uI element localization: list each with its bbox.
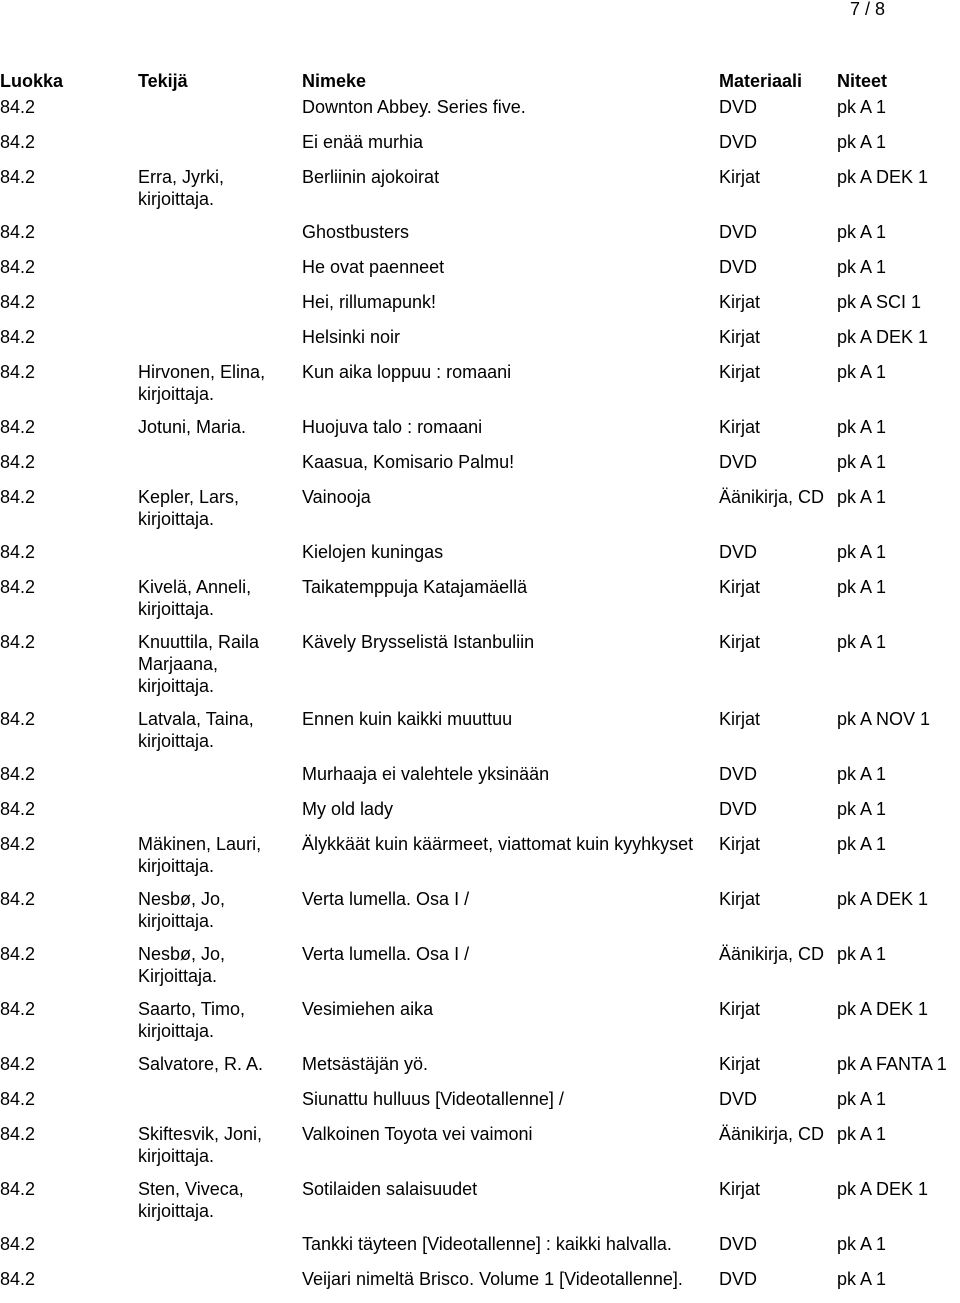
table-row bbox=[0, 451, 960, 486]
cell-luokka: 84.2 bbox=[0, 222, 36, 242]
table-row bbox=[0, 798, 960, 833]
cell-tekija: Skiftesvik, Joni, kirjoittaja. bbox=[138, 1124, 263, 1166]
cell-nimeke: Vesimiehen aika bbox=[302, 999, 434, 1019]
cell-nimeke: He ovat paenneet bbox=[302, 257, 445, 277]
cell-luokka: 84.2 bbox=[0, 132, 36, 152]
cell-tekija: Nesbø, Jo, kirjoittaja. bbox=[138, 889, 226, 931]
cell-tekija: Kivelä, Anneli, kirjoittaja. bbox=[138, 577, 252, 619]
cell-luokka: 84.2 bbox=[0, 632, 36, 652]
cell-luokka: 84.2 bbox=[0, 257, 36, 277]
cell-niteet: pk A 1 bbox=[837, 362, 887, 382]
cell-materiaali: Kirjat bbox=[719, 999, 761, 1019]
cell-materiaali: Kirjat bbox=[719, 1179, 761, 1199]
cell-luokka: 84.2 bbox=[0, 452, 36, 472]
cell-niteet: pk A SCI 1 bbox=[837, 292, 922, 312]
cell-nimeke: Murhaaja ei valehtele yksinään bbox=[302, 764, 550, 784]
cell-nimeke: Älykkäät kuin käärmeet, viattomat kuin kyyhkyset bbox=[302, 834, 694, 854]
cell-niteet: pk A 1 bbox=[837, 542, 887, 562]
cell-luokka: 84.2 bbox=[0, 764, 36, 784]
cell-luokka: 84.2 bbox=[0, 487, 36, 507]
table-row bbox=[0, 998, 960, 1053]
cell-luokka: 84.2 bbox=[0, 889, 36, 909]
cell-materiaali: DVD bbox=[719, 132, 758, 152]
cell-nimeke: Kaasua, Komisario Palmu! bbox=[302, 452, 515, 472]
cell-nimeke: Kun aika loppuu : romaani bbox=[302, 362, 512, 382]
cell-tekija: Nesbø, Jo, Kirjoittaja. bbox=[138, 944, 226, 986]
cell-materiaali: Kirjat bbox=[719, 577, 761, 597]
cell-nimeke: Ennen kuin kaikki muuttuu bbox=[302, 709, 513, 729]
cell-luokka: 84.2 bbox=[0, 1089, 36, 1109]
cell-nimeke: My old lady bbox=[302, 799, 394, 819]
table-row bbox=[0, 541, 960, 576]
cell-nimeke: Metsästäjän yö. bbox=[302, 1054, 429, 1074]
cell-tekija: Jotuni, Maria. bbox=[138, 417, 247, 437]
cell-nimeke: Verta lumella. Osa I / bbox=[302, 889, 470, 909]
cell-materiaali: Äänikirja, CD bbox=[719, 487, 825, 507]
cell-materiaali: Kirjat bbox=[719, 709, 761, 729]
cell-niteet: pk A 1 bbox=[837, 764, 887, 784]
cell-luokka: 84.2 bbox=[0, 834, 36, 854]
cell-luokka: 84.2 bbox=[0, 999, 36, 1019]
cell-tekija: Latvala, Taina, kirjoittaja. bbox=[138, 709, 254, 751]
table-row bbox=[0, 708, 960, 763]
header-materiaali: Materiaali bbox=[719, 71, 803, 91]
header-nimeke: Nimeke bbox=[302, 71, 367, 91]
table-row bbox=[0, 1123, 960, 1178]
table-row bbox=[0, 221, 960, 256]
cell-materiaali: DVD bbox=[719, 452, 758, 472]
cell-materiaali: Äänikirja, CD bbox=[719, 1124, 825, 1144]
cell-nimeke: Hei, rillumapunk! bbox=[302, 292, 437, 312]
cell-niteet: pk A 1 bbox=[837, 1234, 887, 1254]
table-row bbox=[0, 1233, 960, 1268]
table-row bbox=[0, 291, 960, 326]
cell-niteet: pk A 1 bbox=[837, 97, 887, 117]
cell-luokka: 84.2 bbox=[0, 1269, 36, 1289]
cell-nimeke: Valkoinen Toyota vei vaimoni bbox=[302, 1124, 533, 1144]
cell-nimeke: Verta lumella. Osa I / bbox=[302, 944, 470, 964]
cell-materiaali: Kirjat bbox=[719, 167, 761, 187]
cell-luokka: 84.2 bbox=[0, 577, 36, 597]
cell-luokka: 84.2 bbox=[0, 167, 36, 187]
cell-nimeke: Veijari nimeltä Brisco. Volume 1 [Videotallenne]. bbox=[302, 1269, 683, 1289]
cell-nimeke: Vainooja bbox=[302, 487, 371, 507]
cell-tekija: Mäkinen, Lauri, kirjoittaja. bbox=[138, 834, 262, 876]
cell-nimeke: Sotilaiden salaisuudet bbox=[302, 1179, 478, 1199]
cell-luokka: 84.2 bbox=[0, 1179, 36, 1199]
cell-nimeke: Helsinki noir bbox=[302, 327, 401, 347]
cell-tekija: Erra, Jyrki, kirjoittaja. bbox=[138, 167, 225, 209]
cell-luokka: 84.2 bbox=[0, 1234, 36, 1254]
table-header-row bbox=[0, 70, 960, 96]
table-row bbox=[0, 833, 960, 888]
cell-materiaali: Kirjat bbox=[719, 417, 761, 437]
cell-materiaali: Kirjat bbox=[719, 362, 761, 382]
header-tekija: Tekijä bbox=[138, 71, 188, 91]
table-row bbox=[0, 361, 960, 416]
cell-luokka: 84.2 bbox=[0, 292, 36, 312]
cell-materiaali: DVD bbox=[719, 764, 758, 784]
cell-materiaali: DVD bbox=[719, 97, 758, 117]
cell-luokka: 84.2 bbox=[0, 799, 36, 819]
table-row bbox=[0, 1268, 960, 1303]
cell-materiaali: Äänikirja, CD bbox=[719, 944, 825, 964]
cell-materiaali: Kirjat bbox=[719, 1054, 761, 1074]
cell-nimeke: Kävely Brysselistä Istanbuliin bbox=[302, 632, 535, 652]
cell-niteet: pk A 1 bbox=[837, 257, 887, 277]
cell-niteet: pk A 1 bbox=[837, 222, 887, 242]
table-row bbox=[0, 576, 960, 631]
cell-nimeke: Tankki täyteen [Videotallenne] : kaikki halvalla. bbox=[302, 1234, 672, 1254]
cell-niteet: pk A 1 bbox=[837, 799, 887, 819]
cell-niteet: pk A 1 bbox=[837, 834, 887, 854]
cell-materiaali: Kirjat bbox=[719, 889, 761, 909]
cell-luokka: 84.2 bbox=[0, 944, 36, 964]
cell-niteet: pk A 1 bbox=[837, 577, 887, 597]
cell-niteet: pk A DEK 1 bbox=[837, 167, 929, 187]
table-row bbox=[0, 416, 960, 451]
table-row bbox=[0, 96, 960, 131]
table-row bbox=[0, 1178, 960, 1233]
cell-tekija: Sten, Viveca, kirjoittaja. bbox=[138, 1179, 244, 1221]
catalog-table bbox=[0, 70, 960, 1303]
table-row bbox=[0, 1053, 960, 1088]
cell-materiaali: Kirjat bbox=[719, 327, 761, 347]
cell-materiaali: DVD bbox=[719, 1269, 758, 1289]
table-row bbox=[0, 131, 960, 166]
table-row bbox=[0, 256, 960, 291]
cell-niteet: pk A 1 bbox=[837, 632, 887, 652]
cell-materiaali: DVD bbox=[719, 799, 758, 819]
table-row bbox=[0, 943, 960, 998]
cell-materiaali: DVD bbox=[719, 1234, 758, 1254]
cell-materiaali: Kirjat bbox=[719, 632, 761, 652]
table-row bbox=[0, 763, 960, 798]
cell-nimeke: Ghostbusters bbox=[302, 222, 410, 242]
table-row bbox=[0, 1088, 960, 1123]
cell-materiaali: Kirjat bbox=[719, 292, 761, 312]
cell-materiaali: DVD bbox=[719, 222, 758, 242]
cell-materiaali: DVD bbox=[719, 542, 758, 562]
cell-materiaali: DVD bbox=[719, 257, 758, 277]
cell-luokka: 84.2 bbox=[0, 362, 36, 382]
cell-nimeke: Ei enää murhia bbox=[302, 132, 424, 152]
cell-luokka: 84.2 bbox=[0, 709, 36, 729]
cell-nimeke: Huojuva talo : romaani bbox=[302, 417, 483, 437]
cell-niteet: pk A 1 bbox=[837, 944, 887, 964]
cell-tekija: Hirvonen, Elina, kirjoittaja. bbox=[138, 362, 266, 404]
cell-nimeke: Berliinin ajokoirat bbox=[302, 167, 440, 187]
table-row bbox=[0, 631, 960, 708]
cell-niteet: pk A 1 bbox=[837, 417, 887, 437]
table-row bbox=[0, 166, 960, 221]
cell-luokka: 84.2 bbox=[0, 417, 36, 437]
cell-tekija: Kepler, Lars, kirjoittaja. bbox=[138, 487, 240, 529]
cell-niteet: pk A 1 bbox=[837, 1089, 887, 1109]
cell-tekija: Salvatore, R. A. bbox=[138, 1054, 264, 1074]
cell-niteet: pk A DEK 1 bbox=[837, 327, 929, 347]
cell-niteet: pk A DEK 1 bbox=[837, 1179, 929, 1199]
header-luokka: Luokka bbox=[0, 71, 64, 91]
cell-niteet: pk A 1 bbox=[837, 1124, 887, 1144]
cell-luokka: 84.2 bbox=[0, 1124, 36, 1144]
cell-niteet: pk A NOV 1 bbox=[837, 709, 931, 729]
cell-tekija: Saarto, Timo, kirjoittaja. bbox=[138, 999, 246, 1041]
cell-materiaali: Kirjat bbox=[719, 834, 761, 854]
cell-niteet: pk A DEK 1 bbox=[837, 999, 929, 1019]
cell-niteet: pk A 1 bbox=[837, 132, 887, 152]
cell-luokka: 84.2 bbox=[0, 542, 36, 562]
cell-nimeke: Kielojen kuningas bbox=[302, 542, 444, 562]
table-row bbox=[0, 326, 960, 361]
cell-niteet: pk A 1 bbox=[837, 1269, 887, 1289]
cell-nimeke: Taikatemppuja Katajamäellä bbox=[302, 577, 528, 597]
table-row bbox=[0, 486, 960, 541]
cell-luokka: 84.2 bbox=[0, 327, 36, 347]
cell-niteet: pk A DEK 1 bbox=[837, 889, 929, 909]
cell-tekija: Knuuttila, Raila Marjaana, kirjoittaja. bbox=[138, 632, 260, 696]
cell-luokka: 84.2 bbox=[0, 97, 36, 117]
cell-luokka: 84.2 bbox=[0, 1054, 36, 1074]
page-number: 7 / 8 bbox=[850, 0, 886, 19]
table-row bbox=[0, 888, 960, 943]
cell-niteet: pk A FANTA 1 bbox=[837, 1054, 947, 1074]
cell-nimeke: Siunattu hulluus [Videotallenne] / bbox=[302, 1089, 564, 1109]
cell-nimeke: Downton Abbey. Series five. bbox=[302, 97, 526, 117]
cell-niteet: pk A 1 bbox=[837, 452, 887, 472]
cell-niteet: pk A 1 bbox=[837, 487, 887, 507]
cell-materiaali: DVD bbox=[719, 1089, 758, 1109]
header-niteet: Niteet bbox=[837, 71, 888, 91]
